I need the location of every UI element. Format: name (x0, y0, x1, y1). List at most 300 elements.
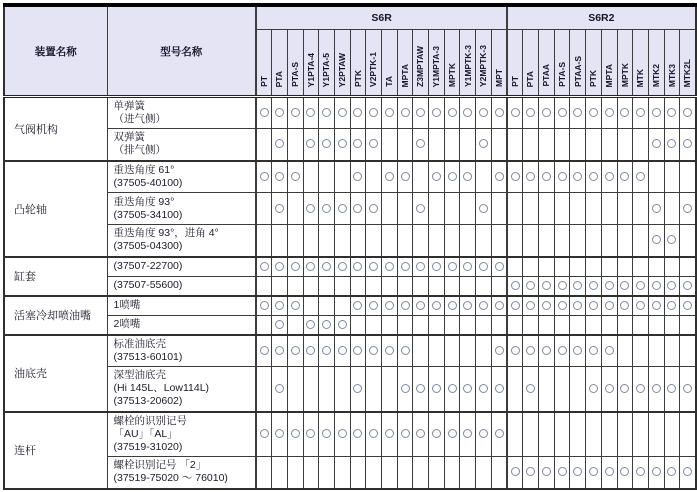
mark-cell (397, 457, 413, 489)
mark-cell (601, 367, 617, 412)
table-row (4, 161, 696, 193)
circle-mark (369, 429, 378, 438)
model-line: （排气侧） (113, 144, 166, 157)
column-label: PTA-S (556, 62, 567, 87)
mark-cell (476, 129, 492, 161)
circle-mark (667, 281, 676, 290)
mark-cell (334, 276, 350, 296)
circle-mark (479, 429, 488, 438)
column-header-mptk (444, 30, 460, 97)
circle-mark (683, 467, 692, 476)
mark-cell (334, 335, 350, 367)
mark-cell (570, 129, 586, 161)
circle-mark (416, 301, 425, 310)
circle-mark (401, 346, 410, 355)
mark-cell (413, 225, 429, 257)
mark-cell (680, 457, 696, 489)
column-header-mpt (491, 30, 507, 97)
column-label: PT (510, 76, 521, 87)
mark-cell (617, 412, 633, 457)
mark-cell (319, 225, 335, 257)
mark-cell (507, 315, 523, 335)
circle-mark (511, 467, 520, 476)
model-cell (107, 97, 256, 129)
circle-mark (338, 262, 347, 271)
circle-mark (495, 262, 504, 271)
circle-mark (322, 320, 331, 329)
mark-cell (680, 412, 696, 457)
mark-cell (272, 335, 288, 367)
mark-cell (523, 193, 539, 225)
mark-cell (287, 257, 303, 277)
mark-cell (617, 193, 633, 225)
mark-cell (429, 225, 445, 257)
circle-mark (369, 139, 378, 148)
circle-mark (401, 384, 410, 393)
mark-cell (586, 129, 602, 161)
mark-cell (601, 225, 617, 257)
mark-cell (256, 225, 272, 257)
circle-mark (589, 172, 598, 181)
mark-cell (523, 296, 539, 316)
model-name-header: 型号名称 (107, 5, 256, 97)
mark-cell (350, 412, 366, 457)
circle-mark (416, 139, 425, 148)
circle-mark (495, 346, 504, 355)
circle-mark (558, 172, 567, 181)
mark-cell (303, 161, 319, 193)
mark-cell (554, 97, 570, 129)
circle-mark (605, 467, 614, 476)
circle-mark (463, 262, 472, 271)
circle-mark (511, 108, 520, 117)
circle-mark (385, 172, 394, 181)
mark-cell (256, 257, 272, 277)
circle-mark (652, 281, 661, 290)
mark-cell (523, 276, 539, 296)
mark-cell (491, 225, 507, 257)
mark-cell (617, 129, 633, 161)
column-label: MPTA (399, 63, 410, 87)
model-cell (107, 225, 256, 257)
circle-mark (542, 301, 551, 310)
circle-mark (401, 172, 410, 181)
circle-mark (683, 384, 692, 393)
mark-cell (460, 315, 476, 335)
model-line: 螺栓的识别记号 (113, 414, 187, 427)
mark-cell (397, 315, 413, 335)
mark-cell (287, 315, 303, 335)
mark-cell (256, 335, 272, 367)
column-header-pta-s (554, 30, 570, 97)
circle-mark (291, 108, 300, 117)
mark-cell (303, 97, 319, 129)
table-row (4, 225, 696, 257)
mark-cell (539, 367, 555, 412)
mark-cell (382, 412, 398, 457)
mark-cell (601, 315, 617, 335)
mark-cell (554, 367, 570, 412)
mark-cell (586, 335, 602, 367)
circle-mark (448, 429, 457, 438)
mark-cell (586, 315, 602, 335)
column-label: PTAA-S (572, 55, 583, 87)
mark-cell (633, 257, 649, 277)
circle-mark (260, 262, 269, 271)
circle-mark (620, 281, 629, 290)
circle-mark (260, 172, 269, 181)
model-line: (37519-31020) (113, 440, 183, 453)
circle-mark (605, 281, 614, 290)
mark-cell (256, 276, 272, 296)
circle-mark (385, 346, 394, 355)
mark-cell (586, 276, 602, 296)
mark-cell (256, 367, 272, 412)
mark-cell (382, 276, 398, 296)
mark-cell (539, 257, 555, 277)
mark-cell (429, 296, 445, 316)
mark-cell (350, 129, 366, 161)
circle-mark (511, 281, 520, 290)
mark-cell (444, 315, 460, 335)
mark-cell (382, 457, 398, 489)
mark-cell (334, 457, 350, 489)
mark-cell (491, 276, 507, 296)
circle-mark (448, 172, 457, 181)
mark-cell (680, 225, 696, 257)
table-row (4, 367, 696, 412)
circle-mark (322, 346, 331, 355)
mark-cell (319, 276, 335, 296)
mark-cell (648, 296, 664, 316)
circle-mark (275, 384, 284, 393)
mark-cell (617, 225, 633, 257)
mark-cell (413, 367, 429, 412)
mark-cell (444, 276, 460, 296)
circle-mark (558, 301, 567, 310)
mark-cell (366, 412, 382, 457)
model-line: 标准油底壳 (113, 337, 166, 350)
mark-cell (633, 161, 649, 193)
mark-cell (617, 335, 633, 367)
device-cell: 活塞冷却喷油嘴 (4, 296, 107, 335)
circle-mark (291, 301, 300, 310)
model-cell (107, 367, 256, 412)
circle-mark (322, 429, 331, 438)
circle-mark (667, 108, 676, 117)
mark-cell (413, 412, 429, 457)
circle-mark (448, 384, 457, 393)
circle-mark (338, 429, 347, 438)
model-line: (Hi 145L、Low114L) (113, 382, 210, 395)
circle-mark (463, 108, 472, 117)
mark-cell (319, 97, 335, 129)
circle-mark (260, 301, 269, 310)
mark-cell (397, 225, 413, 257)
mark-cell (633, 296, 649, 316)
column-header-mptk (617, 30, 633, 97)
circle-mark (306, 346, 315, 355)
mark-cell (256, 161, 272, 193)
mark-cell (382, 296, 398, 316)
mark-cell (429, 457, 445, 489)
mark-cell (539, 412, 555, 457)
mark-cell (633, 412, 649, 457)
column-header-y1mpta-3 (429, 30, 445, 97)
mark-cell (523, 335, 539, 367)
mark-cell (460, 367, 476, 412)
mark-cell (460, 296, 476, 316)
circle-mark (683, 281, 692, 290)
circle-mark (652, 235, 661, 244)
circle-mark (416, 384, 425, 393)
mark-cell (413, 457, 429, 489)
group-header-row (4, 5, 696, 30)
circle-mark (291, 262, 300, 271)
circle-mark (495, 172, 504, 181)
mark-cell (287, 412, 303, 457)
mark-cell (319, 315, 335, 335)
model-line: (37505-04300) (113, 240, 183, 253)
mark-cell (350, 193, 366, 225)
mark-cell (460, 129, 476, 161)
mark-cell (664, 276, 680, 296)
circle-mark (369, 346, 378, 355)
circle-mark (636, 467, 645, 476)
mark-cell (586, 193, 602, 225)
column-label: MTK2 (650, 63, 661, 87)
mark-cell (444, 193, 460, 225)
mark-cell (523, 97, 539, 129)
circle-mark (432, 262, 441, 271)
mark-cell (272, 225, 288, 257)
circle-mark (683, 139, 692, 148)
mark-cell (287, 193, 303, 225)
mark-cell (680, 257, 696, 277)
mark-cell (460, 257, 476, 277)
mark-cell (633, 367, 649, 412)
mark-cell (601, 457, 617, 489)
device-cell: 连杆 (4, 412, 107, 489)
mark-cell (570, 97, 586, 129)
circle-mark (652, 384, 661, 393)
mark-cell (303, 225, 319, 257)
mark-cell (601, 97, 617, 129)
circle-mark (511, 346, 520, 355)
mark-cell (319, 335, 335, 367)
mark-cell (382, 225, 398, 257)
mark-cell (476, 193, 492, 225)
mark-cell (444, 161, 460, 193)
circle-mark (558, 108, 567, 117)
mark-cell (334, 315, 350, 335)
mark-cell (554, 276, 570, 296)
mark-cell (491, 161, 507, 193)
mark-cell (476, 276, 492, 296)
mark-cell (287, 276, 303, 296)
column-label: MPT (493, 69, 504, 87)
mark-cell (287, 335, 303, 367)
mark-cell (507, 257, 523, 277)
column-header-z3mptaw (413, 30, 429, 97)
mark-cell (382, 367, 398, 412)
column-header-ptaa (539, 30, 555, 97)
mark-cell (476, 161, 492, 193)
mark-cell (586, 412, 602, 457)
mark-cell (429, 367, 445, 412)
circle-mark (353, 384, 362, 393)
circle-mark (605, 172, 614, 181)
model-line: 螺栓识别记号 「2」 (113, 459, 207, 472)
model-cell (107, 257, 256, 277)
mark-cell (601, 335, 617, 367)
mark-cell (287, 97, 303, 129)
mark-cell (491, 129, 507, 161)
mark-cell (570, 161, 586, 193)
mark-cell (554, 315, 570, 335)
circle-mark (353, 262, 362, 271)
model-cell (107, 296, 256, 316)
mark-cell (507, 367, 523, 412)
mark-cell (256, 412, 272, 457)
mark-cell (413, 315, 429, 335)
device-cell: 气阀机构 (4, 97, 107, 161)
mark-cell (460, 161, 476, 193)
mark-cell (570, 193, 586, 225)
mark-cell (382, 193, 398, 225)
mark-cell (272, 257, 288, 277)
mark-cell (366, 296, 382, 316)
compatibility-table (3, 3, 697, 490)
mark-cell (476, 412, 492, 457)
circle-mark (385, 301, 394, 310)
circle-mark (558, 281, 567, 290)
mark-cell (334, 97, 350, 129)
mark-cell (334, 367, 350, 412)
mark-cell (350, 367, 366, 412)
mark-cell (334, 257, 350, 277)
column-header-y2mptk-3 (476, 30, 492, 97)
circle-mark (353, 108, 362, 117)
mark-cell (633, 97, 649, 129)
table-header (4, 5, 696, 97)
mark-cell (491, 193, 507, 225)
mark-cell (272, 97, 288, 129)
model-line: （进气侧） (113, 113, 166, 125)
mark-cell (382, 315, 398, 335)
mark-cell (491, 367, 507, 412)
mark-cell (539, 335, 555, 367)
circle-mark (291, 429, 300, 438)
model-line: 「AU」「AL」 (113, 427, 178, 440)
circle-mark (573, 281, 582, 290)
column-label: PTA (525, 70, 536, 87)
mark-cell (586, 161, 602, 193)
mark-cell (382, 97, 398, 129)
mark-cell (272, 276, 288, 296)
mark-cell (287, 457, 303, 489)
mark-cell (664, 161, 680, 193)
column-label: V2PTK-1 (368, 52, 379, 87)
circle-mark (479, 204, 488, 213)
circle-mark (306, 262, 315, 271)
circle-mark (652, 139, 661, 148)
mark-cell (272, 193, 288, 225)
column-label: MPTK (446, 62, 457, 87)
mark-cell (444, 225, 460, 257)
model-line: 重迭角度 93°，进角 4° (113, 227, 219, 240)
mark-cell (664, 225, 680, 257)
mark-cell (586, 97, 602, 129)
circle-mark (526, 172, 535, 181)
mark-cell (397, 97, 413, 129)
circle-mark (416, 429, 425, 438)
mark-cell (617, 276, 633, 296)
mark-cell (570, 296, 586, 316)
mark-cell (319, 193, 335, 225)
circle-mark (511, 172, 520, 181)
mark-cell (350, 296, 366, 316)
model-cell (107, 335, 256, 367)
column-label: PTK (588, 70, 599, 87)
circle-mark (479, 384, 488, 393)
mark-cell (397, 129, 413, 161)
model-line: (37507-22700) (113, 260, 183, 272)
mark-cell (287, 296, 303, 316)
mark-cell (664, 257, 680, 277)
circle-mark (401, 262, 410, 271)
circle-mark (369, 301, 378, 310)
mark-cell (366, 335, 382, 367)
mark-cell (523, 129, 539, 161)
mark-cell (287, 225, 303, 257)
circle-mark (416, 262, 425, 271)
mark-cell (272, 315, 288, 335)
mark-cell (601, 257, 617, 277)
column-label: MTK (635, 68, 646, 87)
circle-mark (338, 346, 347, 355)
circle-mark (432, 108, 441, 117)
circle-mark (353, 346, 362, 355)
circle-mark (432, 429, 441, 438)
mark-cell (366, 129, 382, 161)
mark-cell (554, 225, 570, 257)
circle-mark (620, 384, 629, 393)
circle-mark (495, 301, 504, 310)
model-line: (37519-75020 ～ 76010) (113, 472, 228, 485)
column-header-v2ptk-1 (366, 30, 382, 97)
mark-cell (350, 276, 366, 296)
circle-mark (416, 204, 425, 213)
device-cell: 凸轮轴 (4, 161, 107, 257)
circle-mark (495, 429, 504, 438)
mark-cell (444, 97, 460, 129)
mark-cell (303, 412, 319, 457)
mark-cell (617, 315, 633, 335)
circle-mark (322, 262, 331, 271)
mark-cell (476, 97, 492, 129)
mark-cell (617, 97, 633, 129)
circle-mark (558, 467, 567, 476)
mark-cell (460, 97, 476, 129)
mark-cell (507, 97, 523, 129)
mark-cell (617, 296, 633, 316)
mark-cell (303, 457, 319, 489)
mark-cell (491, 457, 507, 489)
mark-cell (366, 193, 382, 225)
column-header-y1pta-5 (319, 30, 335, 97)
circle-mark (526, 301, 535, 310)
